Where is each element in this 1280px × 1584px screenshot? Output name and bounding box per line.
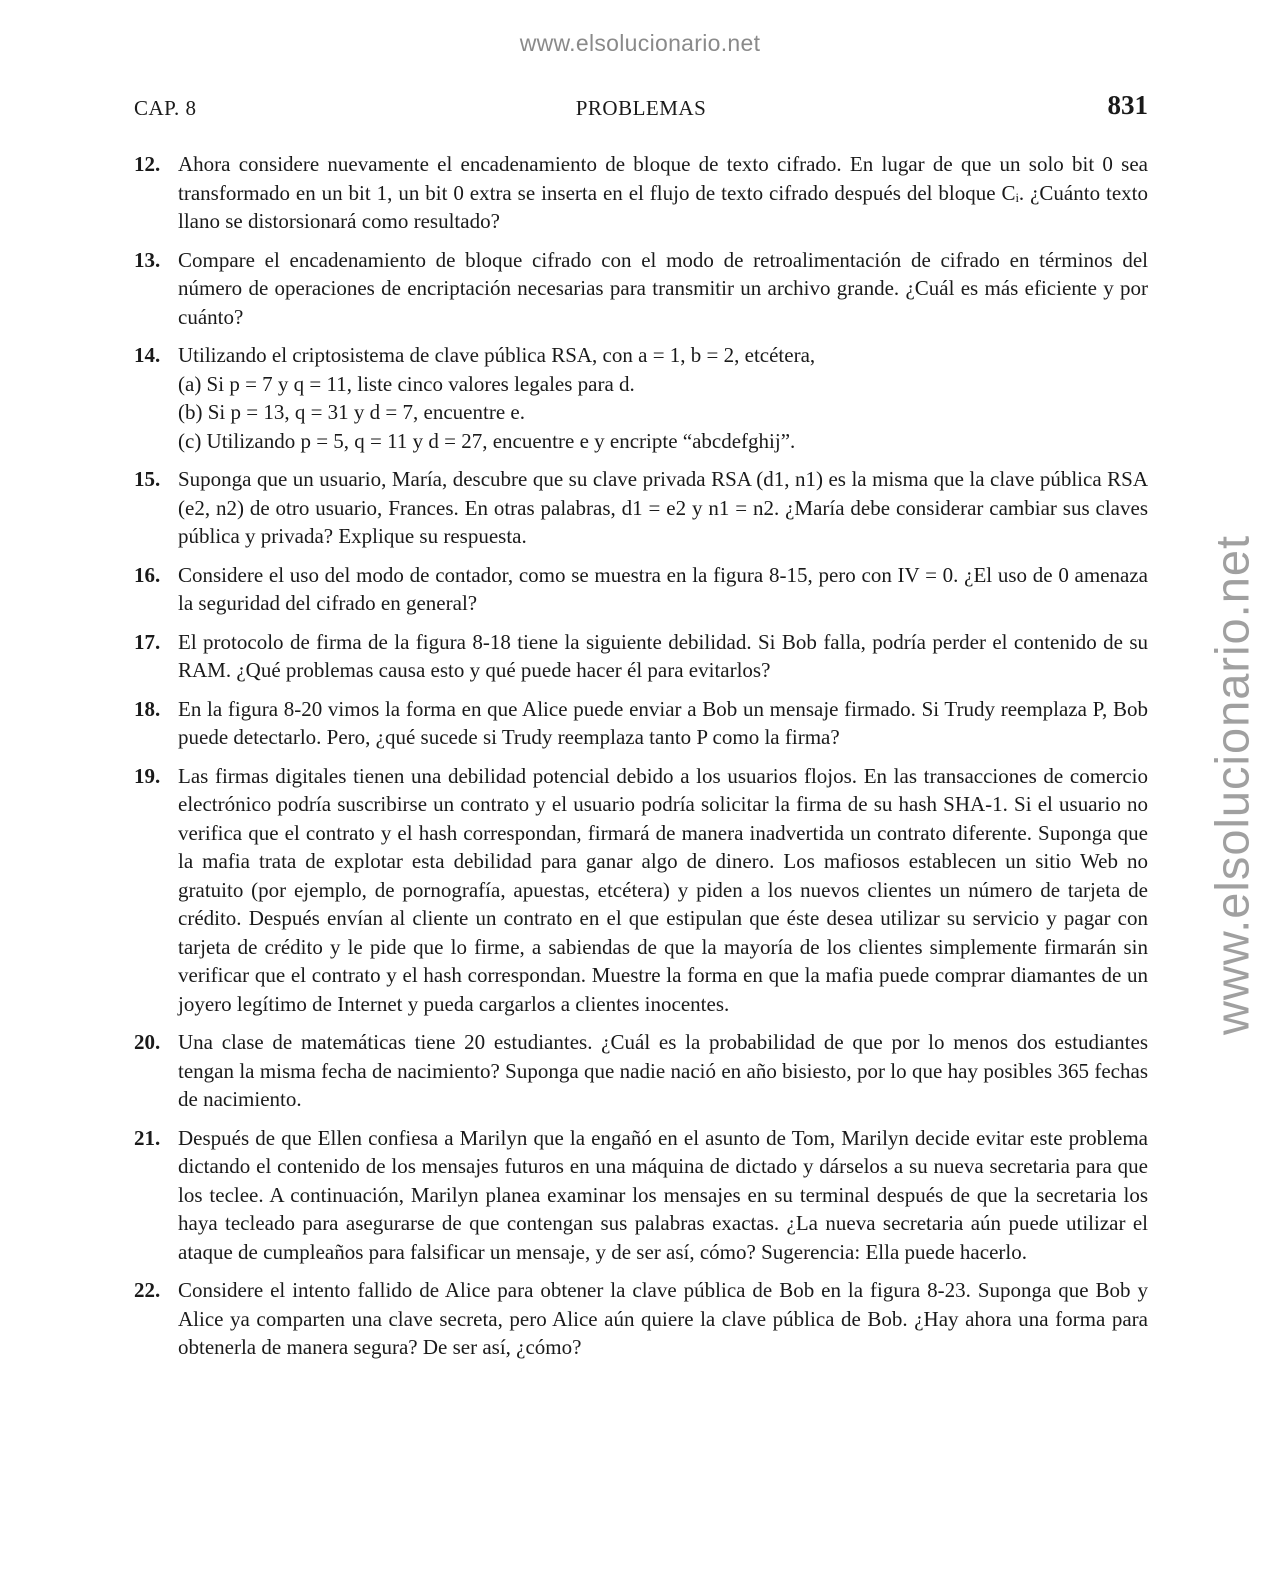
problem-number: 19.	[134, 763, 161, 788]
problem-12	[134, 150, 1148, 236]
problem-number: 21.	[134, 1125, 161, 1150]
problem-15	[134, 465, 1148, 551]
problem-17	[134, 628, 1148, 685]
problem-subitem-a: (a) Si p = 7 y q = 11, liste cinco valores legales para d.	[178, 371, 635, 396]
problem-number: 20.	[134, 1030, 161, 1054]
chapter-label: CAP. 8	[134, 96, 197, 120]
problem-subitem-b: (b) Si p = 13, q = 31 y d = 7, encuentre e.	[178, 400, 525, 424]
page-number: 831	[1107, 90, 1148, 120]
problem-subitem-c: (c) Utilizando p = 5, q = 11 y d = 27, encuentre e y encripte “abcdefghij”.	[178, 428, 796, 453]
watermark-url-side: www.elsolucionario.net	[1205, 534, 1259, 1036]
problem-21	[134, 1124, 1148, 1267]
watermark-url-top: www.elsolucionario.net	[519, 30, 761, 56]
problem-list	[134, 150, 1148, 1372]
running-head	[134, 90, 1148, 124]
problem-16	[134, 561, 1148, 618]
problem-text: Una clase de matemáticas tiene 20 estudiantes. ¿Cuál es la probabilidad de que por lo menos dos estudiantes tengan la misma fecha de nacimiento? Suponga que nadie nació en año bisiesto, por lo que hay posibles 365 fechas de nacimiento.	[178, 1030, 1148, 1111]
problem-text: Considere el uso del modo de contador, como se muestra en la figura 8-15, pero con IV = 0. ¿El uso de 0 amenaza la seguridad del cifrado en general?	[178, 562, 1148, 615]
problem-number: 13.	[134, 247, 161, 272]
problem-text: Considere el intento fallido de Alice para obtener la clave pública de Bob en la figura 8-23. Suponga que Bob y Alice ya comparten una clave secreta, pero Alice aún quiere la clave pública de Bob. ¿Hay ahora una forma para obtenerla de manera segura? De ser así, ¿cómo?	[178, 1278, 1148, 1359]
problem-number: 18.	[134, 696, 161, 721]
problem-20	[134, 1028, 1148, 1114]
problem-text: Las firmas digitales tienen una debilidad potencial debido a los usuarios flojos. En las transacciones de comercio electrónico podría suscribirse un contrato y el usuario podría solicitar la firma de su hash SHA-1. Si el usuario no verifica que el contrato y el hash correspondan, firmará de manera inadvertida un contrato diferente. Suponga que la mafia trata de explotar esta debilidad para ganar algo de dinero. Los mafiosos establecen un sitio Web no gratuito (por ejemplo, de pornografía, apuestas, etcétera) y piden a los nuevos clientes un número de tarjeta de crédito. Después envían al cliente un contrato en el que estipulan que éste desea utilizar su servicio y pagar con tarjeta de crédito y le pide que lo firme, a sabiendas de que la mayoría de los clientes simplemente firmarán sin verificar que el contrato y el hash correspondan. Muestre la forma en que la mafia puede comprar diamantes de un joyero legítimo de Internet y pueda cargarlos a clientes inocentes.	[178, 763, 1148, 1016]
problem-number: 16.	[134, 562, 161, 587]
problem-text: Ahora considere nuevamente el encadenamiento de bloque de texto cifrado. En lugar de que un solo bit 0 sea transformado en un bit 1, un bit 0 extra se inserta en el flujo de texto cifrado después del bloque Cᵢ. ¿Cuánto texto llano se distorsionará como resultado?	[178, 152, 1148, 233]
problem-text: Compare el encadenamiento de bloque cifrado con el modo de retroalimentación de cifrado en términos del número de operaciones de encriptación necesarias para transmitir un archivo grande. ¿Cuál es más eficiente y por cuánto?	[178, 247, 1148, 329]
problem-text: En la figura 8-20 vimos la forma en que Alice puede enviar a Bob un mensaje firmado. Si Trudy reemplaza P, Bob puede detectarlo. Pero, ¿qué sucede si Trudy reemplaza tanto P como la firma?	[178, 696, 1148, 749]
problem-14	[134, 341, 1148, 455]
problem-number: 14.	[134, 343, 161, 367]
problem-number: 17.	[134, 629, 161, 654]
problem-18	[134, 695, 1148, 752]
problem-text: Suponga que un usuario, María, descubre que su clave privada RSA (d1, n1) es la misma que la clave pública RSA (e2, n2) de otro usuario, Frances. En otras palabras, d1 = e2 y n1 = n2. ¿María debe considerar cambiar sus claves pública y privada? Explique su respuesta.	[178, 467, 1148, 548]
section-title: PROBLEMAS	[575, 96, 707, 120]
problem-19	[134, 762, 1148, 1019]
problem-text: El protocolo de firma de la figura 8-18 tiene la siguiente debilidad. Si Bob falla, podría perder el contenido de su RAM. ¿Qué problemas causa esto y qué puede hacer él para evitarlos?	[178, 629, 1148, 682]
problem-text: Después de que Ellen confiesa a Marilyn que la engañó en el asunto de Tom, Marilyn decide evitar este problema dictando el contenido de los mensajes futuros en una máquina de dictado y dárselos a su nueva secretaria para que los teclee. A continuación, Marilyn planea examinar los mensajes en su terminal después de que la secretaria los haya tecleado para asegurarse de que contengan sus palabras exactas. ¿La nueva secretaria aún puede utilizar el ataque de cumpleaños para falsificar un mensaje, y de ser así, cómo? Sugerencia: Ella puede hacerlo.	[178, 1125, 1148, 1264]
problem-number: 22.	[134, 1278, 161, 1302]
problem-13	[134, 246, 1148, 332]
problem-22	[134, 1276, 1148, 1362]
problem-number: 12.	[134, 152, 161, 176]
problem-number: 15.	[134, 467, 161, 491]
problem-text: Utilizando el criptosistema de clave pública RSA, con a = 1, b = 2, etcétera,	[178, 343, 816, 367]
